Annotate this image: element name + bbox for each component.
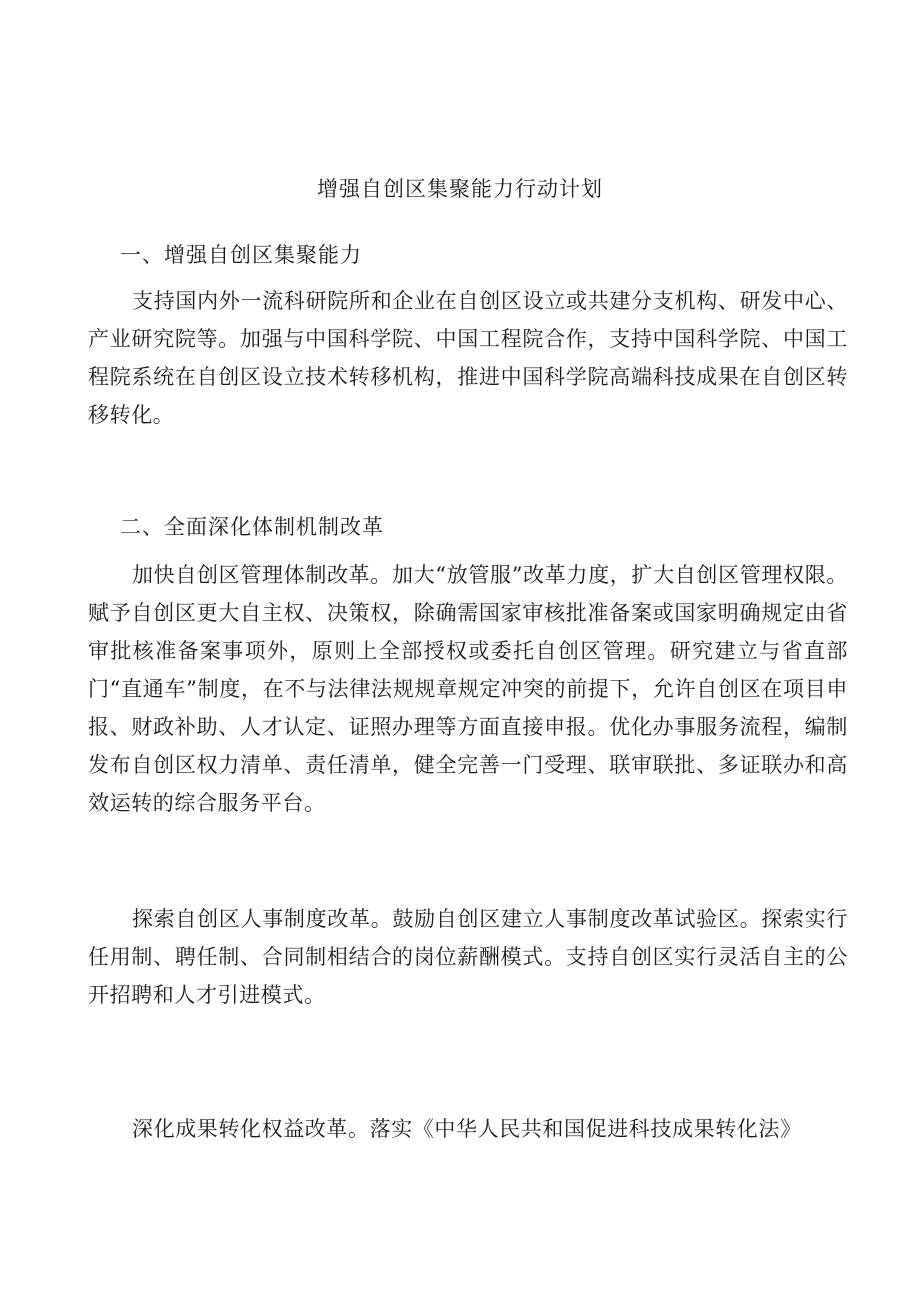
paragraph-1: 支持国内外一流科研院所和企业在自创区设立或共建分支机构、研发中心、产业研究院等。加强与中国科学院、中国工程院合作，支持中国科学院、中国工程院系统在自创区设立技术转移机构，推进中国科学院高端科技成果在自创区转移转化。 bbox=[88, 289, 848, 427]
section-heading-1: 一、增强自创区集聚能力 bbox=[120, 243, 362, 267]
paragraph-4: 深化成果转化权益改革。落实《中华人民共和国促进科技成果转化法》 bbox=[132, 1117, 802, 1141]
section-heading-2: 二、全面深化体制机制改革 bbox=[120, 515, 384, 539]
paragraph-2: 加快自创区管理体制改革。加大“放管服”改革力度，扩大自创区管理权限。赋予自创区更大自主权、决策权，除确需国家审核批准备案或国家明确规定由省审批核准备案事项外，原则上全部授权或委托自创区管理。研究建立与省直部门“直通车”制度，在不与法律法规规章规定冲突的前提下，允许自创区在项目申报、财政补助、人才认定、证照办理等方面直接申报。优化办事服务流程，编制发布自创区权力清单、责任清单，健全完善一门受理、联审联批、多证联办和高效运转的综合服务平台。 bbox=[88, 563, 848, 815]
document-title: 增强自创区集聚能力行动计划 bbox=[317, 177, 603, 201]
paragraph-3: 探索自创区人事制度改革。鼓励自创区建立人事制度改革试验区。探索实行任用制、聘任制、合同制相结合的岗位薪酬模式。支持自创区实行灵活自主的公开招聘和人才引进模式。 bbox=[88, 907, 848, 1007]
